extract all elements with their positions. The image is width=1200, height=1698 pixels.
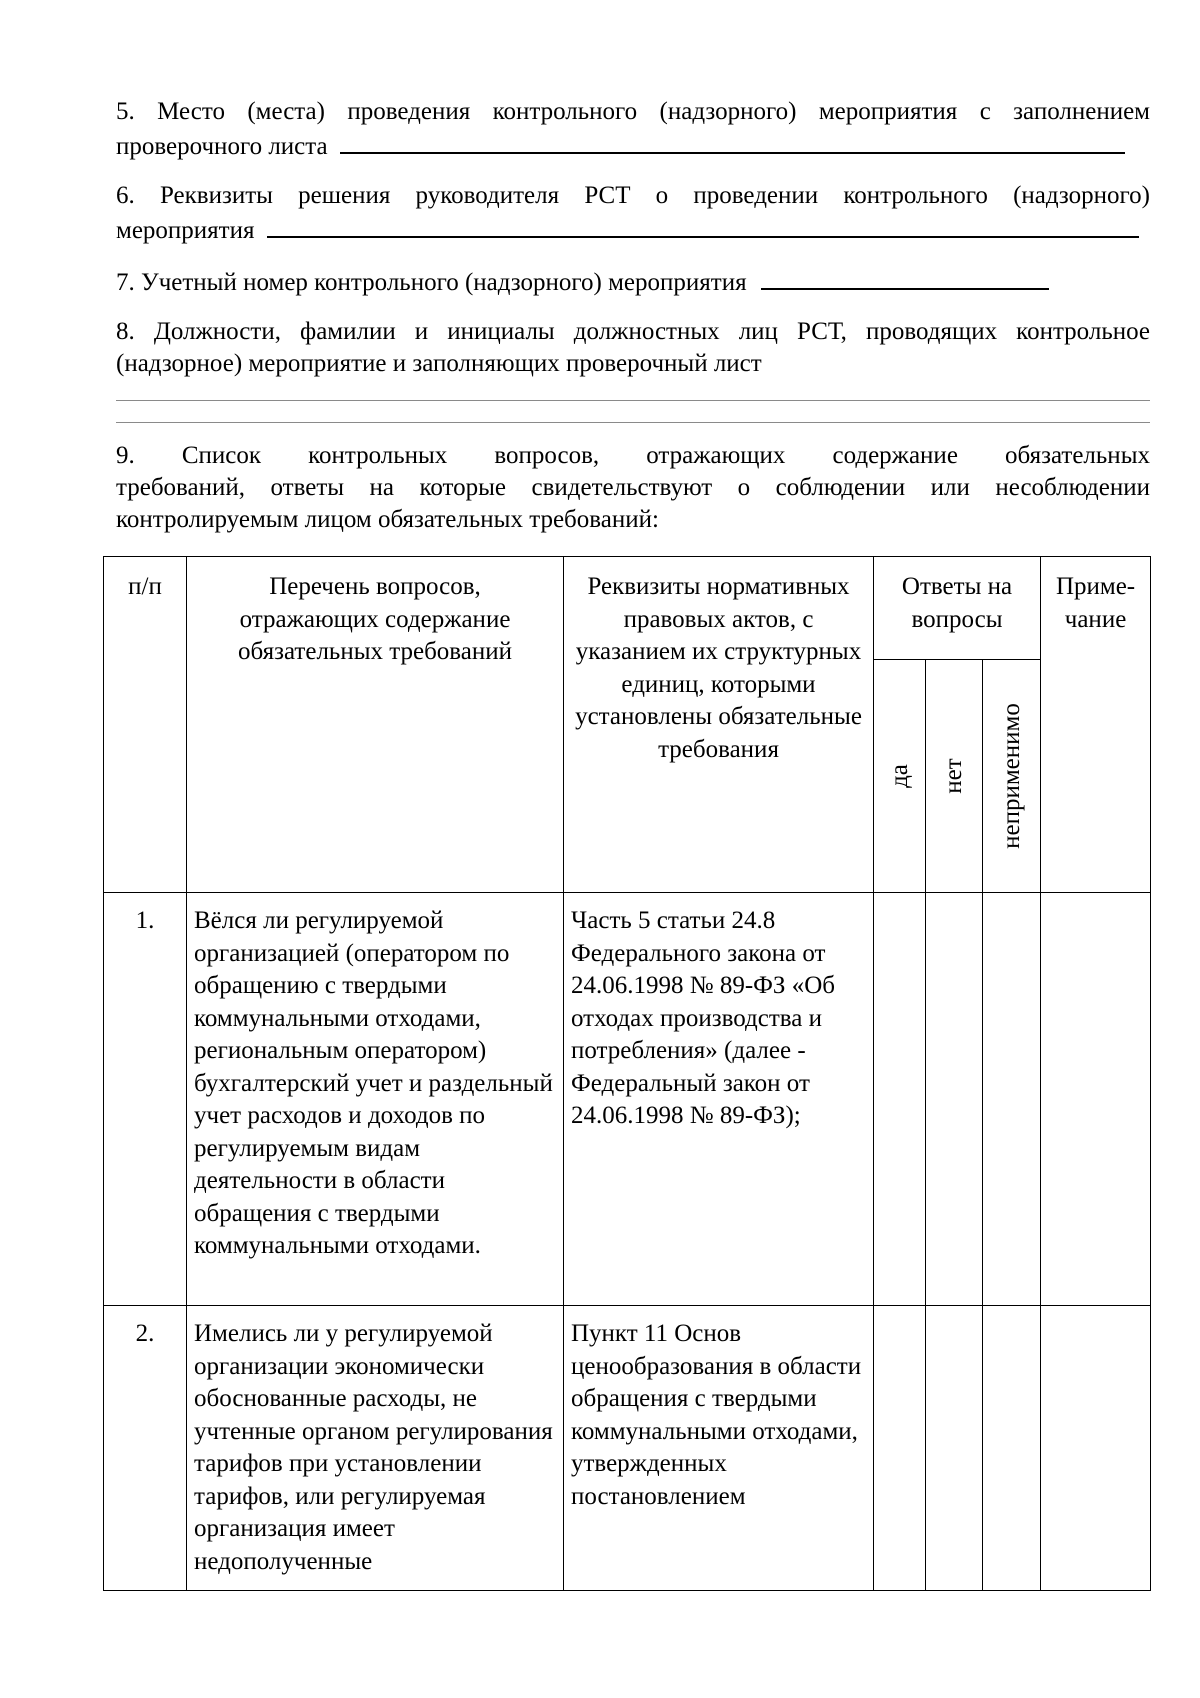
item7-blank-line	[761, 264, 1049, 290]
item8-line2: (надзорное) мероприятие и заполняющих проверочный лист	[116, 350, 762, 377]
checklist-table	[103, 556, 1151, 1591]
item7-label: 7. Учетный номер контрольного (надзорного) мероприятия	[116, 269, 747, 296]
item5-line1: 5. Место (места) проведения контрольного (надзорного) мероприятия с заполнением	[116, 98, 1150, 125]
row-requisites: Часть 5 статьи 24.8 Федерального закона от 24.06.1998 № 89-ФЗ «Об отходах производства и потребления» (далее - Федеральный закон от 24.06.1998 № 89-ФЗ);	[564, 893, 874, 1306]
note-cell[interactable]	[1041, 1306, 1151, 1591]
header-no	[926, 660, 983, 893]
header-na-label: неприменимо	[997, 703, 1025, 849]
header-answers: Ответы на вопросы	[874, 557, 1041, 660]
row-requisites: Пункт 11 Основ ценообразования в области обращения с твердыми коммунальными отходами, утвержденных постановлением	[564, 1306, 874, 1591]
item9-line1: 9. Список контрольных вопросов, отражающих содержание обязательных	[116, 442, 1150, 469]
header-questions: Перечень вопросов, отражающих содержание обязательных требований	[187, 557, 564, 893]
row-question: Имелись ли у регулируемой организации экономически обоснованные расходы, не учтенные органом регулирования тарифов при установлении тарифов, или регулируемая организация имеет недополученные	[187, 1306, 564, 1591]
row-number: 1.	[104, 893, 187, 1306]
header-yes	[874, 660, 926, 893]
table-row	[104, 893, 1151, 1306]
header-na	[983, 660, 1041, 893]
item7-line	[116, 264, 1150, 299]
item8-rule-2	[116, 422, 1150, 423]
answer-na-cell[interactable]	[983, 1306, 1041, 1591]
item5-line2	[116, 128, 1150, 163]
row-question: Вёлся ли регулируемой организацией (оператором по обращению с твердыми коммунальными отходами, региональным оператором) бухгалтерский учет и раздельный учет расходов и доходов по регулируемым видам деятельности в области обращения с твердыми коммунальными отходами.	[187, 893, 564, 1306]
table-row	[104, 1306, 1151, 1591]
answer-no-cell[interactable]	[926, 893, 983, 1306]
item5-label: проверочного листа	[116, 133, 328, 160]
row-number: 2.	[104, 1306, 187, 1591]
answer-yes-cell[interactable]	[874, 893, 926, 1306]
item8-line1: 8. Должности, фамилии и инициалы должностных лиц РСТ, проводящих контрольное	[116, 318, 1150, 345]
answer-yes-cell[interactable]	[874, 1306, 926, 1591]
header-num: п/п	[104, 557, 187, 893]
item8-rule-1	[116, 400, 1150, 401]
item9-line3: контролируемым лицом обязательных требований:	[116, 506, 659, 533]
answer-na-cell[interactable]	[983, 893, 1041, 1306]
item5-blank-line	[340, 128, 1125, 154]
item6-line1: 6. Реквизиты решения руководителя РСТ о проведении контрольного (надзорного)	[116, 182, 1150, 209]
table-header-row	[104, 557, 1151, 660]
note-cell[interactable]	[1041, 893, 1151, 1306]
header-note: Приме-чание	[1041, 557, 1151, 893]
item9-line2: требований, ответы на которые свидетельствуют о соблюдении или несоблюдении	[116, 474, 1150, 501]
header-no-label: нет	[939, 758, 967, 794]
item6-label: мероприятия	[116, 217, 255, 244]
item6-blank-line	[267, 212, 1139, 238]
header-yes-label: да	[885, 764, 913, 788]
header-requisites: Реквизиты нормативных правовых актов, с указанием их структурных единиц, которыми установлены обязательные требования	[564, 557, 874, 893]
item6-line2	[116, 212, 1150, 247]
answer-no-cell[interactable]	[926, 1306, 983, 1591]
